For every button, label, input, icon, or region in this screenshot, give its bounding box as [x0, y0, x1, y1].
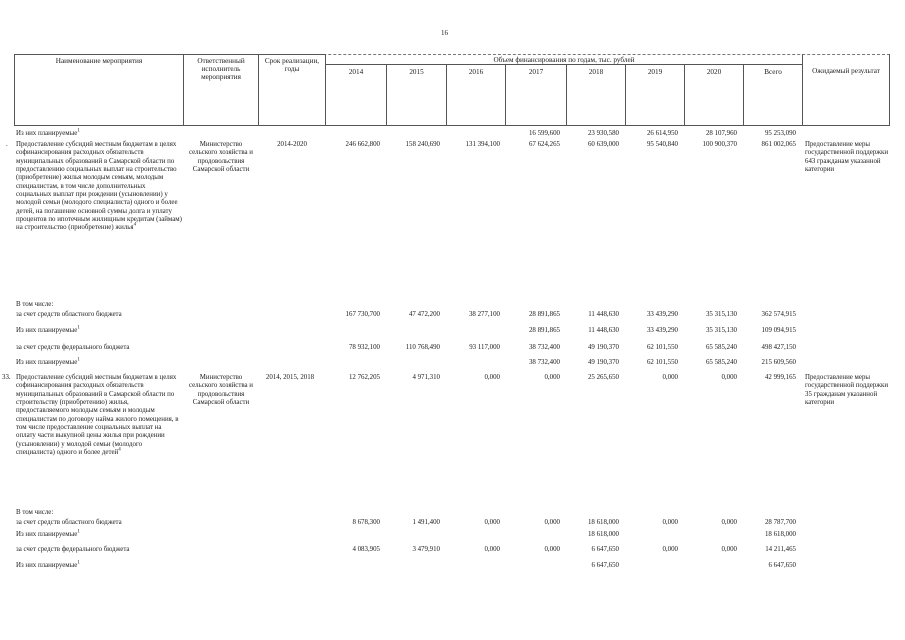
value-cell: 0,000 — [484, 374, 500, 381]
value-cell: 18 618,000 — [587, 519, 619, 526]
header-period: Срок реализации, годы — [264, 57, 320, 74]
value-cell: 0,000 — [544, 546, 560, 553]
value-cell: 11 448,630 — [588, 311, 619, 318]
row-label — [16, 130, 80, 138]
value-cell: 35 315,130 — [705, 311, 737, 318]
row-label-text: Из них планируемые — [16, 531, 78, 538]
value-cell: 11 448,630 — [588, 327, 619, 334]
value-cell: 246 662,800 — [345, 141, 380, 148]
value-cell: 100 900,370 — [702, 141, 737, 148]
value-cell: 28 787,700 — [764, 519, 796, 526]
row-number: . — [6, 141, 8, 148]
value-cell: 49 190,370 — [587, 344, 619, 351]
value-cell: 60 639,000 — [587, 141, 619, 148]
value-cell: 1 491,400 — [412, 519, 440, 526]
value-cell: 158 240,690 — [405, 141, 440, 148]
responsible-executor: Министерство сельского хозяйства и продовольствия Самарской области — [188, 141, 253, 174]
row-label-text: Из них планируемые — [16, 327, 78, 334]
value-cell: 93 117,000 — [469, 344, 500, 351]
value-cell: 0,000 — [721, 546, 737, 553]
header-funding: Объем финансирования по годам, тыс. рублей — [493, 56, 635, 64]
year-header: 2020 — [706, 68, 722, 76]
header-name: Наименование мероприятия — [55, 57, 143, 65]
value-cell: 16 599,600 — [528, 130, 560, 137]
footnote-mark: 4 — [118, 447, 121, 453]
year-header: Всего — [764, 68, 782, 76]
row-label: за счет средств федерального бюджета — [16, 344, 130, 351]
value-cell: 78 932,100 — [348, 344, 380, 351]
value-cell: 8 678,300 — [352, 519, 380, 526]
header-bottom-border — [14, 125, 890, 126]
measure-name — [16, 374, 182, 457]
value-cell: 0,000 — [721, 374, 737, 381]
row-label — [16, 327, 80, 335]
value-cell: 0,000 — [484, 519, 500, 526]
year-header: 2016 — [468, 68, 484, 76]
period: 2014-2020 — [277, 141, 307, 148]
value-cell: 109 094,915 — [761, 327, 796, 334]
value-cell: 167 730,700 — [345, 311, 380, 318]
measure-name — [16, 141, 182, 233]
value-cell: 28 107,960 — [705, 130, 737, 137]
row-number: 33. — [2, 374, 11, 381]
row-label — [16, 359, 80, 367]
measure-name-text: Предоставление субсидий местным бюджетам в целях софинансирования расходных обязательств муниципальных образований в Самарской области по строительству (приобретению) жилья, предоставляемого молодым семьям и молодым специалистам по договору найма жилого помещения, в том числе предоставление социальных выплат на оплату части выкупной цены жилья при рождении (усыновлении) у молодой семьи (молодого специалиста) одного и более детей — [16, 374, 179, 457]
measure-name-text: Предоставление субсидий местным бюджетам в целях софинансирования расходных обязательств муниципальных образований в Самарской области по предоставлению социальных выплат на строительство (приобретение) жилья молодым семьям, молодым специалистам, в том числе дополнительных социальных выплат при рождении (усыновлении) у молодой семьи (молодого специалиста) одного и более детей, на погашение основной суммы долга и уплату процентов по ипотечным жилищным кредитам (займам) на строительство (приобретение) жилья — [16, 141, 182, 232]
value-cell: 3 479,910 — [412, 546, 440, 553]
value-cell: 62 101,550 — [646, 344, 678, 351]
responsible-executor: Министерство сельского хозяйства и продовольствия Самарской области — [188, 374, 253, 407]
value-cell: 0,000 — [544, 374, 560, 381]
col-divider-responsible — [183, 54, 184, 126]
value-cell: 42 999,165 — [764, 374, 796, 381]
footnote-mark: 4 — [133, 223, 137, 229]
row-label — [16, 531, 80, 539]
value-cell: 47 472,200 — [408, 311, 440, 318]
value-cell: 28 891,865 — [528, 327, 560, 334]
including-label: В том числе: — [16, 301, 54, 308]
value-cell: 38 732,400 — [528, 359, 560, 366]
year-header: 2015 — [409, 68, 424, 76]
value-cell: 62 101,550 — [646, 359, 678, 366]
row-label: за счет средств областного бюджета — [16, 519, 122, 526]
value-cell: 0,000 — [544, 519, 560, 526]
footnote-mark: 1 — [77, 560, 80, 566]
footnote-mark: 1 — [77, 325, 80, 331]
value-cell: 18 618,000 — [764, 531, 796, 538]
table-right-border — [889, 54, 890, 126]
value-cell: 35 315,130 — [705, 327, 737, 334]
value-cell: 4 083,905 — [352, 546, 380, 553]
value-cell: 95 253,090 — [764, 130, 796, 137]
value-cell: 215 609,560 — [761, 359, 796, 366]
value-cell: 12 762,205 — [348, 374, 380, 381]
value-cell: 25 265,650 — [587, 374, 619, 381]
value-cell: 33 439,290 — [646, 311, 678, 318]
expected-result: Предоставление меры государственной поддержки 643 гражданам указанной категории — [805, 141, 889, 174]
expected-result: Предоставление меры государственной поддержки 35 гражданам указанной категории — [805, 374, 889, 407]
value-cell: 131 394,100 — [465, 141, 500, 148]
value-cell: 67 624,265 — [528, 141, 560, 148]
value-cell: 110 768,490 — [405, 344, 440, 351]
value-cell: 0,000 — [662, 519, 678, 526]
row-label-text: Из них планируемые — [16, 359, 78, 366]
col-divider-funding — [325, 54, 326, 126]
year-header: 2019 — [647, 68, 663, 76]
value-cell: 28 891,865 — [528, 311, 560, 318]
value-cell: 498 427,150 — [761, 344, 796, 351]
period: 2014, 2015, 2018 — [265, 374, 315, 381]
value-cell: 38 732,400 — [528, 344, 560, 351]
value-cell: 38 277,100 — [468, 311, 500, 318]
value-cell: 861 002,065 — [761, 141, 796, 148]
value-cell: 18 618,000 — [587, 531, 619, 538]
value-cell: 4 971,310 — [412, 374, 440, 381]
row-label — [16, 562, 80, 570]
value-cell: 65 585,240 — [705, 359, 737, 366]
value-cell: 0,000 — [662, 374, 678, 381]
row-label: за счет средств федерального бюджета — [16, 546, 130, 553]
value-cell: 0,000 — [662, 546, 678, 553]
value-cell: 65 585,240 — [705, 344, 737, 351]
table-top-border-solid — [14, 54, 325, 55]
year-header: 2018 — [588, 68, 604, 76]
value-cell: 23 930,580 — [587, 130, 619, 137]
header-responsible: Ответственный исполнитель мероприятия — [197, 57, 245, 82]
value-cell: 0,000 — [484, 546, 500, 553]
value-cell: 33 439,290 — [646, 327, 678, 334]
col-divider-name — [14, 54, 15, 126]
value-cell: 0,000 — [721, 519, 737, 526]
row-label-text: Из них планируемые — [16, 562, 78, 569]
header-result: Ожидаемый результат — [812, 67, 880, 75]
including-label: В том числе: — [16, 509, 54, 516]
value-cell: 6 647,650 — [768, 562, 796, 569]
page-number: 16 — [441, 29, 448, 37]
footnote-mark: 1 — [77, 357, 80, 363]
value-cell: 6 647,650 — [591, 546, 619, 553]
row-label: за счет средств областного бюджета — [16, 311, 122, 318]
value-cell: 95 540,840 — [646, 141, 678, 148]
value-cell: 26 614,950 — [646, 130, 678, 137]
year-header: 2017 — [528, 68, 544, 76]
value-cell: 6 647,650 — [591, 562, 619, 569]
footnote-mark: 1 — [77, 128, 80, 134]
year-header: 2014 — [348, 68, 364, 76]
col-divider-result — [802, 54, 803, 126]
row-label-text: Из них планируемые — [16, 130, 78, 137]
value-cell: 49 190,370 — [587, 359, 619, 366]
value-cell: 14 211,465 — [765, 546, 796, 553]
value-cell: 362 574,915 — [761, 311, 796, 318]
footnote-mark: 1 — [77, 529, 80, 535]
